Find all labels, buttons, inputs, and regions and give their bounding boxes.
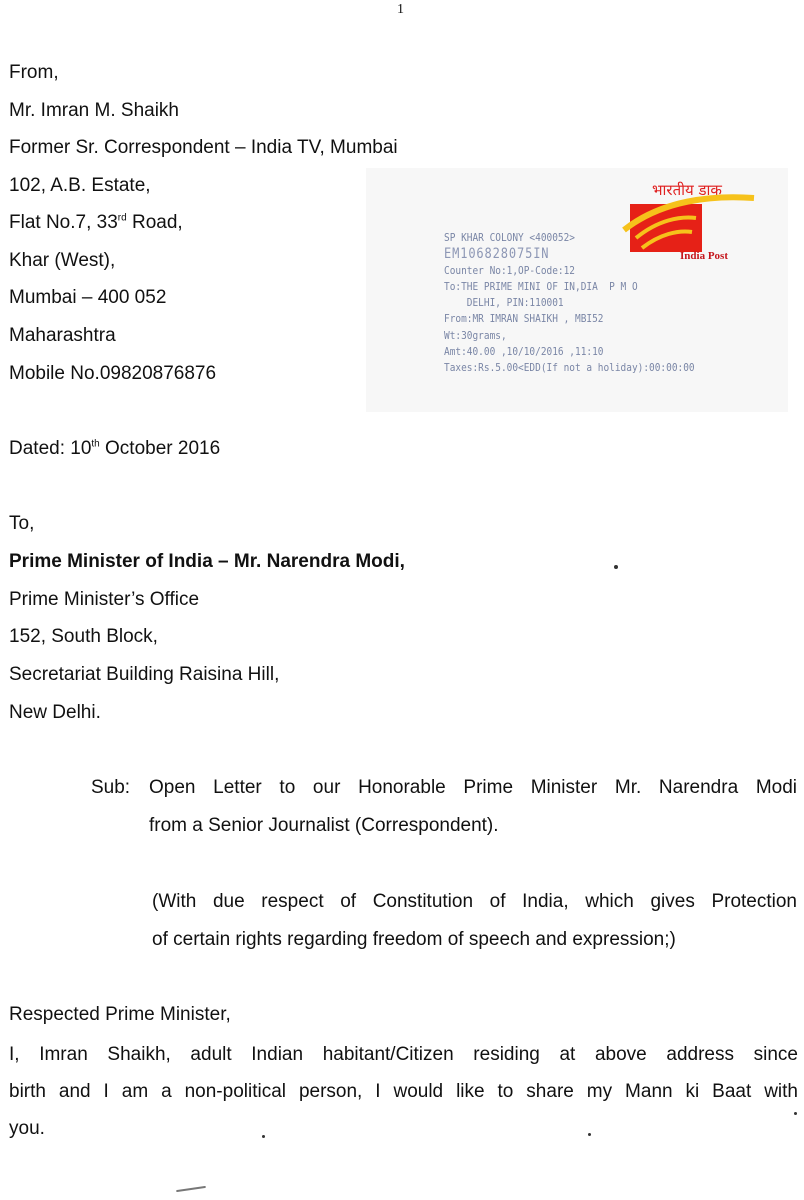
receipt-from: From:MR IMRAN SHAIKH , MBI52 [444, 312, 604, 326]
sender-address-line2 [9, 212, 183, 234]
body-paragraph [9, 1036, 798, 1147]
scan-speck [588, 1133, 591, 1136]
sender-address-line5: Maharashtra [9, 325, 116, 346]
subject-note [91, 883, 797, 959]
subject-line1: Open Letter to our Honorable Prime Minister Mr. Narendra Modi [149, 777, 797, 798]
recipient-name: Prime Minister of India – Mr. Narendra Modi, [9, 551, 405, 572]
receipt-amount: Amt:40.00 ,10/10/2016 ,11:10 [444, 345, 604, 359]
subject-note-text [152, 883, 797, 959]
scan-speck [614, 565, 618, 569]
page-number: 1 [397, 2, 404, 17]
subject-line2: from a Senior Journalist (Correspondent). [149, 815, 499, 836]
postal-receipt [366, 168, 788, 412]
subject-note-line1: (With due respect of Constitution of India, which gives Protection [152, 891, 797, 912]
sender-address-line3: Khar (West), [9, 250, 116, 271]
subject-note-line2: of certain rights regarding freedom of speech and expression;) [152, 929, 676, 950]
recipient-address-line3: New Delhi. [9, 702, 101, 723]
sender-name: Mr. Imran M. Shaikh [9, 100, 179, 121]
body-line2: birth and I am a non-political person, I would like to share my Mann ki Baat with [9, 1081, 798, 1102]
subject-block [91, 769, 797, 845]
sender-address-line2-main: Flat No.7, 33 [9, 212, 118, 233]
india-post-label: India Post [680, 250, 728, 262]
to-heading: To, [9, 513, 35, 534]
receipt-office: SP KHAR COLONY <400052> [444, 231, 576, 244]
scan-speck [794, 1112, 797, 1115]
receipt-to-city: DELHI, PIN:110001 [444, 296, 564, 310]
recipient-address-line2: Secretariat Building Raisina Hill, [9, 664, 280, 685]
india-post-logo-mark [622, 190, 762, 256]
subject-label: Sub: [91, 777, 131, 798]
body-line3: you. [9, 1118, 45, 1139]
scan-speck [262, 1135, 265, 1138]
receipt-tracking-number: EM106828075IN [444, 246, 550, 263]
india-post-hindi-text: भारतीय डाक [652, 181, 722, 199]
sender-mobile: Mobile No.09820876876 [9, 363, 217, 384]
receipt-taxes: Taxes:Rs.5.00<EDD(If not a holiday):00:00:00 [444, 361, 695, 375]
receipt-counter: Counter No:1,OP-Code:12 [444, 263, 576, 277]
date-suffix: October 2016 [99, 438, 221, 459]
salutation: Respected Prime Minister, [9, 1004, 231, 1025]
receipt-weight: Wt:30grams, [444, 328, 507, 342]
recipient-office: Prime Minister’s Office [9, 589, 200, 610]
sender-address-line2-end: Road, [126, 212, 183, 233]
recipient-address-line1: 152, South Block, [9, 626, 158, 647]
sender-address-line1: 102, A.B. Estate, [9, 175, 151, 196]
ordinal-suffix: rd [117, 212, 127, 224]
receipt-to: To:THE PRIME MINI OF IN,DIA P M O [444, 279, 638, 293]
subject-text [149, 769, 797, 845]
india-post-logo [622, 180, 762, 270]
from-heading: From, [9, 62, 59, 83]
date-prefix: Dated: 10 [9, 438, 92, 459]
scan-mark [176, 1186, 206, 1192]
letter-date [9, 438, 220, 460]
date-ordinal-suffix: th [91, 438, 100, 450]
body-line1: I, Imran Shaikh, adult Indian habitant/Citizen residing at above address since [9, 1044, 798, 1065]
sender-title: Former Sr. Correspondent – India TV, Mumbai [9, 137, 398, 158]
sender-address-line4: Mumbai – 400 052 [9, 287, 167, 308]
